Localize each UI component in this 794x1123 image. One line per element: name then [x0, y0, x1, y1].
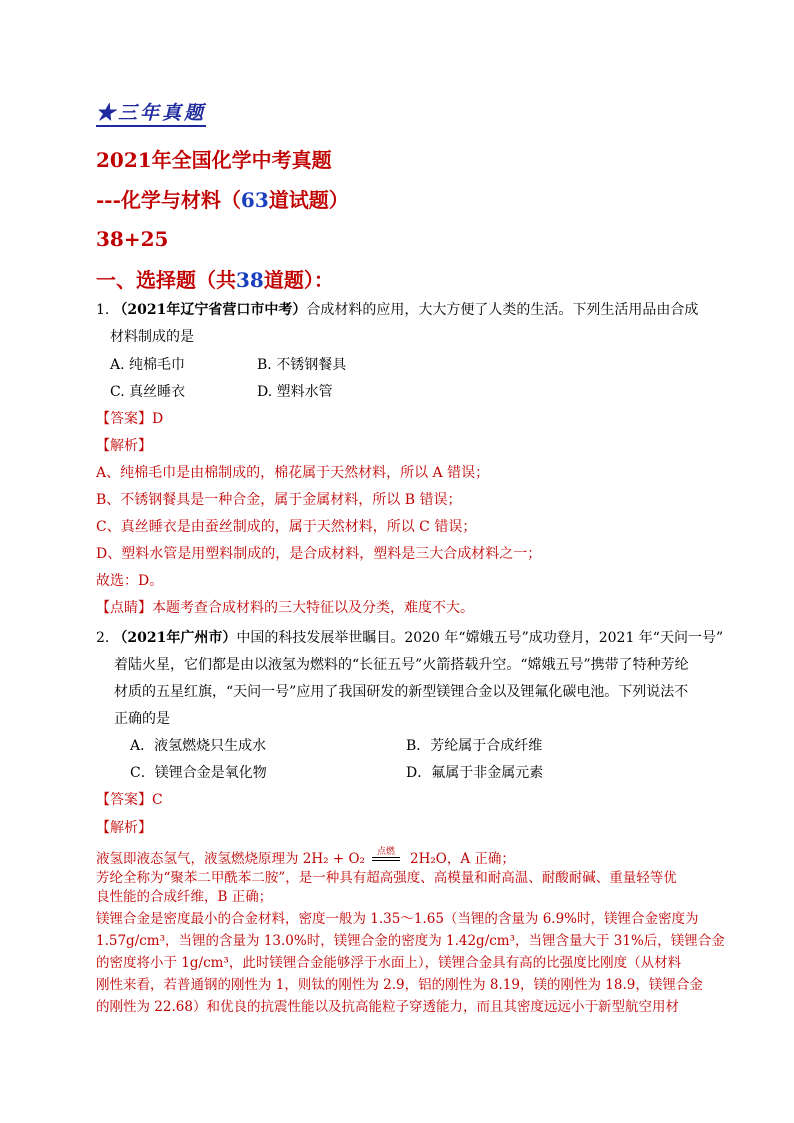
q2-analysis-line2: 芳纶全称为“聚苯二甲酰苯二胺”，是一种具有超高强度、高模量和耐高温、耐酸耐碱、重量轻等优 [96, 870, 677, 886]
q2-analysis-line1-pre: 液氢即液态氢气，液氢燃烧原理为 2H₂ + O₂ [96, 851, 365, 867]
page-subtitle [96, 184, 349, 213]
q2-stem-text1: 中国的科技发展举世瞩目。2020 年“嫦娥五号”成功登月，2021 年“天问一号” [236, 630, 724, 646]
section-count: 38 [236, 268, 264, 292]
q1-answer [96, 409, 163, 429]
answer-value: C [152, 792, 163, 808]
q1-option-d: D. 塑料水管 [257, 384, 333, 400]
equals-sign [372, 857, 400, 861]
q2-analysis-line6: 的密度将小于 1g/cm³，此时镁锂合金能够浮于水面上），镁锂合金具有高的比强度比刚度（从材料 [96, 955, 682, 971]
answer-value: D [152, 411, 164, 427]
q1-number: 1. [96, 302, 110, 318]
q1-source: （2021年辽宁省营口市中考） [113, 302, 307, 318]
q2-stem-line4: 正确的是 [114, 711, 170, 727]
q2-analysis-line8: 的刚性为 22.68）和优良的抗震性能以及抗高能粒子穿透能力，而且其密度远远小于新型航空用材 [96, 999, 679, 1015]
q1-stem-line2: 材料制成的是 [110, 329, 194, 345]
count-breakdown: 38+25 [96, 227, 169, 251]
q2-stem-line2: 着陆火星，它们都是由以液氢为燃料的“长征五号”火箭搭载升空。“嫦娥五号”携带了特种芳纶 [114, 657, 689, 673]
reaction-condition: 点燃 [376, 847, 395, 857]
q1-option-b: B. 不锈钢餐具 [257, 357, 347, 373]
q1-analysis-tag: 【解析】 [96, 438, 152, 454]
q2-analysis-line3: 良性能的合成纤维，B 正确； [96, 889, 273, 905]
subtitle-count: 63 [240, 188, 269, 212]
reaction-arrow [372, 847, 400, 861]
section-prefix: 一、选择题（共 [96, 268, 236, 292]
page-title: 2021年全国化学中考真题 [96, 148, 332, 172]
q1-stem-text1: 合成材料的应用，大大方便了人类的生活。下列生活用品由合成 [306, 302, 699, 318]
q2-analysis-line4: 镁锂合金是密度最小的合金材料，密度一般为 1.35～1.65（当锂的含量为 6.9%时，镁锂合金密度为 [96, 911, 699, 927]
q1-analysis-line5: 故选：D。 [96, 573, 164, 589]
q2-analysis-line5: 1.57g/cm³，当锂的含量为 13.0%时，镁锂合金的密度为 1.42g/cm³，当锂含量大于 31%后，镁锂合金 [96, 933, 725, 949]
q2-stem-line3: 材质的五星红旗，“天问一号”应用了我国研发的新型镁锂合金以及锂氟化碳电池。下列说法不 [114, 684, 689, 700]
section-suffix: 道题）： [263, 268, 334, 292]
q2-analysis-tag: 【解析】 [96, 820, 152, 836]
q1-analysis-line1: A、纯棉毛巾是由棉制成的，棉花属于天然材料，所以 A 错误； [96, 465, 490, 481]
subtitle-prefix: ---化学与材料（ [96, 188, 241, 212]
banner: ★三年真题 [96, 101, 206, 127]
q1-option-a: A. 纯棉毛巾 [110, 357, 186, 373]
q2-analysis-line7: 刚性来看，若普通钢的刚性为 1，则钛的刚性为 2.9，铝的刚性为 8.19，镁的刚性为 18.9，镁锂合金 [96, 977, 703, 993]
q1-comment [96, 598, 474, 618]
q2-number: 2. [96, 630, 110, 646]
q1-analysis-line3: C、真丝睡衣是由蚕丝制成的，属于天然材料，所以 C 错误； [96, 519, 477, 535]
q2-analysis-line1-post: 2H₂O，A 正确； [410, 851, 515, 867]
q2-option-c: C．镁锂合金是氧化物 [130, 765, 267, 781]
q1-option-c: C. 真丝睡衣 [110, 384, 186, 400]
comment-text: 本题考查合成材料的三大特征以及分类，难度不大。 [152, 600, 474, 616]
q1-analysis-line4: D、塑料水管是用塑料制成的，是合成材料，塑料是三大合成材料之一； [96, 546, 542, 562]
section-heading [96, 264, 334, 293]
answer-tag: 【答案】 [96, 792, 152, 808]
q2-option-d: D．氟属于非金属元素 [406, 765, 544, 781]
q1-stem-line1 [96, 300, 698, 320]
q2-source: （2021年广州市） [113, 630, 237, 646]
q2-stem-line1 [96, 628, 723, 648]
q2-option-a: A．液氢燃烧只生成水 [130, 738, 267, 754]
subtitle-suffix: 道试题） [268, 188, 349, 212]
q1-analysis-line2: B、不锈钢餐具是一种合金，属于金属材料，所以 B 错误； [96, 492, 462, 508]
answer-tag: 【答案】 [96, 411, 152, 427]
q2-answer [96, 790, 163, 810]
q2-option-b: B．芳纶属于合成纤维 [406, 738, 543, 754]
comment-tag: 【点睛】 [96, 600, 152, 616]
